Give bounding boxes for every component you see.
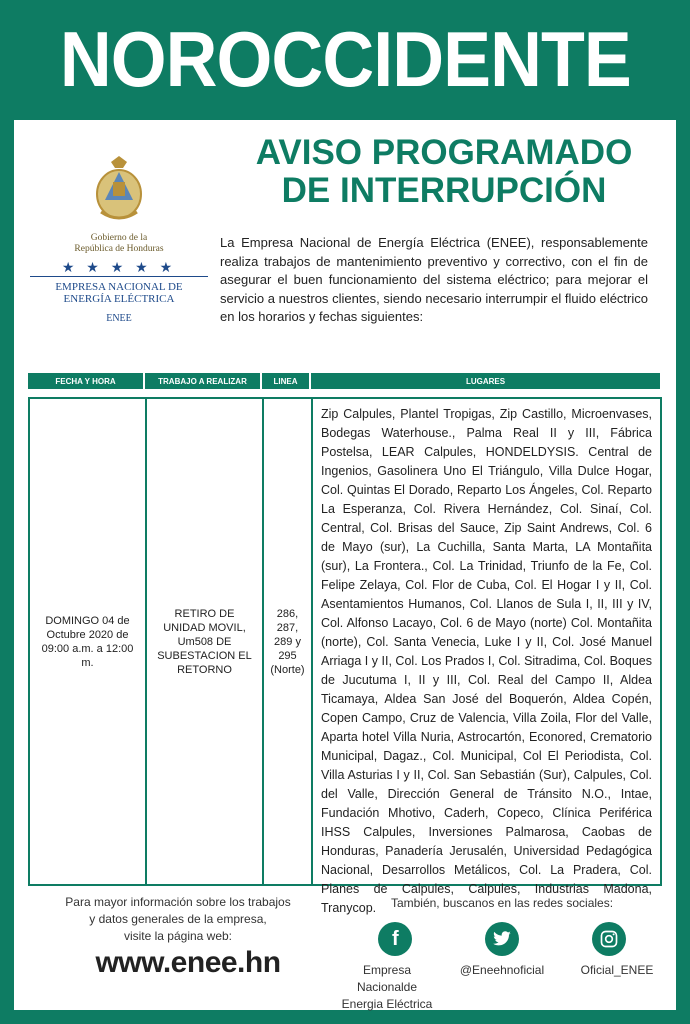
enee-acronym: ENEE [106,313,132,324]
empresa-line1: EMPRESA NACIONAL DE [55,281,183,293]
table-header [28,373,662,389]
intro-paragraph: La Empresa Nacional de Energía Eléctrica (ENEE), responsablemente realiza trabajos de mantenimiento preventivo y correctivo, con el fin de asegurar el buen funcionamiento del sistema eléctrico; para mejorar el servicio a nuestros clientes, siendo necesario interrumpir el fluido eléctrico en los horarios y fechas siguientes: [220,235,648,324]
social-title: También, buscanos en las redes sociales: [390,896,614,910]
logo-divider [30,276,208,277]
gov-line1: Gobierno de la [90,233,148,243]
social-section [332,896,672,1013]
facebook-label-line1: Empresa Nacionalde [356,963,418,994]
title-line2: DE INTERRUPCIÓN [281,171,607,210]
notice-panel [14,120,676,1010]
info-line2: y datos generales de la empresa, [89,912,267,926]
website-link[interactable]: www.enee.hn [95,946,281,979]
social-icons [332,922,672,956]
facebook-label[interactable] [332,962,442,1013]
cell-linea: 286, 287, 289 y 295 (Norte) [264,399,313,884]
cell-lugares: Zip Calpules, Plantel Tropigas, Zip Castillo, Microenvases, Bodegas Waterhouse., Palma Real II y III, Fábrica Postelsa, LEAR Calpules, HONDELDYSIS. Central de Ingenios, Gasolinera Uno El Triángulo, Villa Dulce Hogar, Col. Quintas El Dorado, Reparto Los Ángeles, Col. Reparto La Esperanza, Col. Rivera Hernández, Col. Sinaí, Col. Central, Col. Brisas del Sauce, Zip Saint Andrews, Col. 6 de Mayo (sur), La Cuchilla, Santa Marta, LA Montañita (sur), La Frontera., Col. La Trinidad, Triunfo de la Fe, Col. Felipe Zelaya, Col. Flor de Cuba, Col. El Hogar I y II, Col. Asentamientos Humanos, Col. Llanos de Sula I, II, III y IV, Col. Alfonso Lacayo, Col. 6 de Mayo (norte) Col. Montañita (norte), Col. Santa Venecia, Luke I y II, Col. José Manuel Arriaga I y II, Col. Los Prados I, Col. Sitradima, Col. Boques de Jucutuma I, II y III, Col. Real del Campo II, Aldea Ticamaya, Aldea San José del Boquerón, Aldea Copén, Copen Campo, Cruz de Valencia, Villa Zoila, Flor del Valle, Aparta hotel Villa Nuria, Astrocartón, Econored, Crematorio Municipal, Dagaz., Col. Municipal, Col El Periodista, Col. Villa Asturias I y II, Col. San Sebastián (Sur), Calpules, Col. del Valle, Dirección General de Tránsito N.O., Intae, Fundación Mhotivo, Caderh, Copeco, Clínica Periférica IHSS Calpules, Inversiones Palmarosa, Caobas de Honduras, Panadería Jerusalén, Universidad Pedagógica Nacional, Desarrollos Metálicos, Col. La Pradera, Col. Planes de Calpules, Calpules, Industrias Madona, Tranycop. [321,407,652,915]
facebook-icon[interactable]: f [378,922,412,956]
title-line1: AVISO PROGRAMADO [255,133,633,172]
social-labels [332,962,672,1013]
instagram-label[interactable]: Oficial_ENEE [580,963,654,977]
stars: ★ ★ ★ ★ ★ [61,259,177,275]
info-line1: Para mayor información sobre los trabajos [65,895,291,909]
cell-fecha: DOMINGO 04 de Octubre 2020 de 09:00 a.m. a 12:00 m. [30,399,147,884]
twitter-icon[interactable] [485,922,519,956]
header-linea: LINEA [262,373,309,389]
region-title: NOROCCIDENTE [59,15,631,103]
notice-title [214,134,674,210]
header-fecha: FECHA Y HORA [28,373,143,389]
empresa-line2: ENERGÍA ELÉCTRICA [63,293,175,305]
cell-trabajo: RETIRO DE UNIDAD MOVIL, Um508 DE SUBESTACION EL RETORNO [147,399,264,884]
twitter-label[interactable]: @Eneehnoficial [459,963,545,977]
header-lugares: LUGARES [311,373,660,389]
gov-line2: República de Honduras [74,244,164,254]
honduras-coat-of-arms-icon [89,154,149,224]
info-line3: visite la página web: [123,929,233,943]
facebook-label-line2: Energia Eléctrica [341,997,433,1011]
info-text [38,894,318,945]
enee-logo [24,154,214,324]
header-banner [0,0,690,118]
header-trabajo: TRABAJO A REALIZAR [145,373,260,389]
instagram-icon[interactable] [592,922,626,956]
